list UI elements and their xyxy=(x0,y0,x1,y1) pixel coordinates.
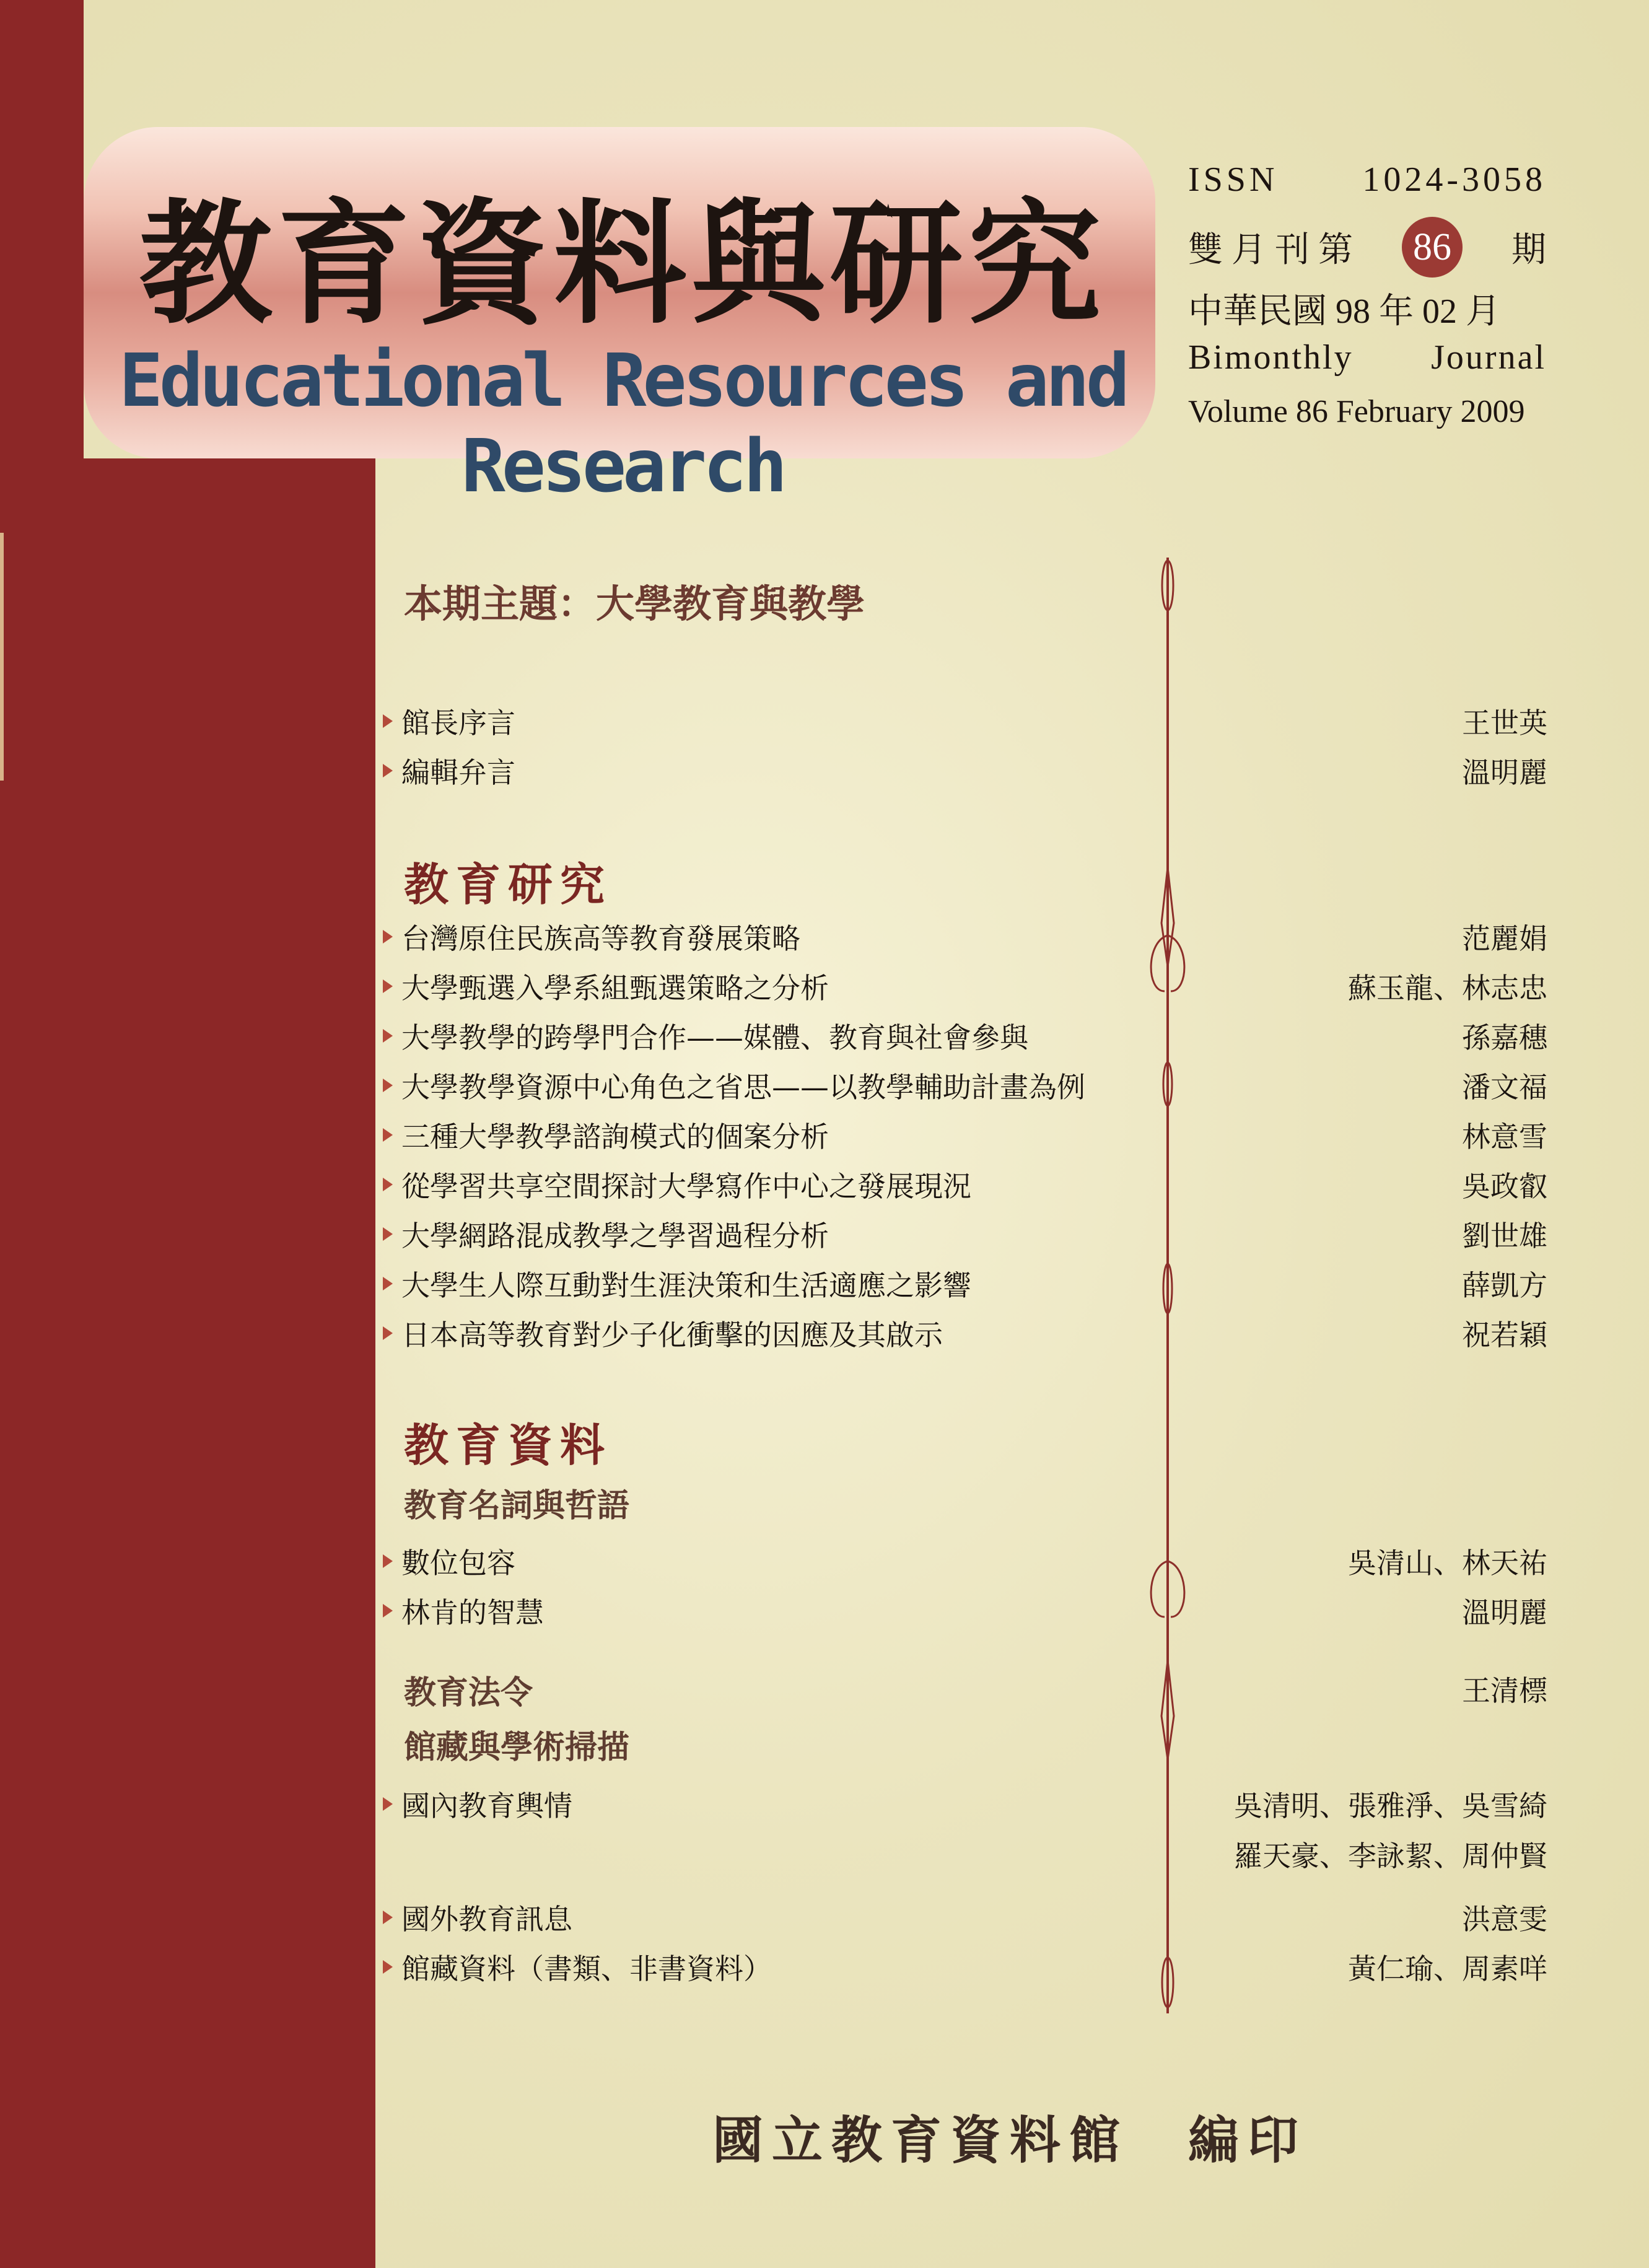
toc-author: 祝若穎 xyxy=(1462,1318,1547,1352)
toc-row xyxy=(383,1784,1547,1824)
toc-author: 吳政叡 xyxy=(1462,1170,1547,1203)
toc-row xyxy=(383,751,1547,790)
toc-author: 潘文福 xyxy=(1462,1071,1547,1104)
toc-author: 溫明麗 xyxy=(1462,1596,1547,1629)
toc-row xyxy=(383,1591,1547,1631)
masthead-title-english: Educational Resources and Research xyxy=(118,338,1127,509)
triangle-bullet-icon xyxy=(383,1079,393,1092)
law-heading: 教育法令 xyxy=(404,1675,533,1712)
toc-author: 薛凱方 xyxy=(1462,1269,1547,1302)
triangle-bullet-icon xyxy=(383,714,393,728)
triangle-bullet-icon xyxy=(383,1029,393,1043)
masthead-title-chinese: 教育資料與研究 xyxy=(139,185,1106,342)
toc-title: 從學習共享空間探討大學寫作中心之發展現況 xyxy=(401,1170,971,1203)
toc-title: 國外教育訊息 xyxy=(401,1902,572,1936)
resources-heading: 教育資料 xyxy=(404,1419,613,1471)
triangle-bullet-icon xyxy=(383,764,393,777)
toc-row xyxy=(383,701,1547,741)
triangle-bullet-icon xyxy=(383,1277,393,1290)
toc-row xyxy=(383,1214,1547,1254)
toc-title: 館長序言 xyxy=(401,706,515,740)
toc-author: 洪意雯 xyxy=(1462,1902,1547,1936)
triangle-bullet-icon xyxy=(383,1178,393,1191)
triangle-bullet-icon xyxy=(383,1797,393,1811)
issue-suffix: 期 xyxy=(1511,231,1546,269)
toc-row xyxy=(383,1264,1547,1303)
issn-label: ISSN xyxy=(1188,160,1279,199)
toc-title: 館藏資料（書類、非書資料） xyxy=(401,1952,772,1986)
toc-title: 國內教育輿情 xyxy=(401,1789,572,1823)
toc-title: 日本高等教育對少子化衝擊的因應及其啟示 xyxy=(401,1318,943,1352)
triangle-bullet-icon xyxy=(383,1604,393,1618)
terms-heading: 教育名詞與哲語 xyxy=(404,1487,630,1525)
issn-number: 1024-3058 xyxy=(1362,160,1546,199)
collection-heading: 館藏與學術掃描 xyxy=(404,1729,630,1766)
toc-title: 台灣原住民族高等教育發展策略 xyxy=(401,922,800,955)
toc-title: 大學生人際互動對生涯決策和生活適應之影響 xyxy=(401,1269,971,1302)
triangle-bullet-icon xyxy=(383,1227,393,1241)
toc-title: 林肯的智慧 xyxy=(401,1596,544,1629)
toc-author: 劉世雄 xyxy=(1462,1219,1547,1253)
issue-line xyxy=(1188,217,1546,278)
toc-row xyxy=(383,1541,1547,1581)
toc-author: 林意雪 xyxy=(1462,1120,1547,1154)
date-chinese: 中華民國 98 年 02 月 xyxy=(1188,292,1500,331)
toc-author: 吳清明、張雅淨、吳雪綺 xyxy=(1234,1789,1547,1823)
toc-row xyxy=(383,1898,1547,1937)
date-line xyxy=(1188,284,1546,333)
issue-number-badge: 86 xyxy=(1402,217,1463,278)
toc-row xyxy=(383,966,1547,1006)
toc-author: 吳清山、林天祐 xyxy=(1348,1546,1547,1580)
bimonthly-line xyxy=(1188,338,1546,377)
spine-notch xyxy=(0,533,4,781)
volume-line xyxy=(1188,393,1546,430)
toc-title: 三種大學教學諮詢模式的個案分析 xyxy=(401,1120,829,1154)
toc-title: 大學網路混成教學之學習過程分析 xyxy=(401,1219,829,1253)
toc-row xyxy=(383,917,1547,957)
triangle-bullet-icon xyxy=(383,1960,393,1974)
issue-theme: 本期主題：大學教育與教學 xyxy=(404,581,865,626)
triangle-bullet-icon xyxy=(383,1128,393,1142)
toc-author: 孫嘉穗 xyxy=(1462,1021,1547,1054)
spine-band-lower xyxy=(0,458,375,2268)
toc-row xyxy=(383,1947,1547,1987)
research-heading: 教育研究 xyxy=(404,858,613,911)
toc-author: 黃仁瑜、周素咩 xyxy=(1348,1952,1547,1986)
toc-author: 范麗娟 xyxy=(1462,922,1547,955)
issn-line xyxy=(1188,160,1546,199)
law-author: 王清標 xyxy=(1462,1674,1547,1707)
triangle-bullet-icon xyxy=(383,930,393,944)
triangle-bullet-icon xyxy=(383,1911,393,1924)
toc-title: 大學甄選入學系組甄選策略之分析 xyxy=(401,971,829,1005)
toc-row xyxy=(383,1115,1547,1155)
toc-title: 大學教學的跨學門合作——媒體、教育與社會參與 xyxy=(401,1021,1028,1054)
toc-row xyxy=(383,1165,1547,1204)
issue-prefix: 雙 月 刊 第 xyxy=(1188,231,1353,269)
toc-author: 王世英 xyxy=(1462,706,1547,740)
toc-row xyxy=(383,1016,1547,1056)
toc-title: 大學教學資源中心角色之省思——以教學輔助計畫為例 xyxy=(401,1071,1085,1104)
toc-title: 編輯弁言 xyxy=(401,756,515,789)
toc-author: 溫明麗 xyxy=(1462,756,1547,789)
bimonthly-word: Bimonthly xyxy=(1188,338,1354,377)
volume-text: Volume 86 February 2009 xyxy=(1188,394,1525,429)
triangle-bullet-icon xyxy=(383,1554,393,1568)
toc-title: 數位包容 xyxy=(401,1546,515,1580)
toc-author: 蘇玉龍、林志忠 xyxy=(1348,971,1547,1005)
toc-row xyxy=(383,1066,1547,1105)
publisher-line: 國立教育資料館 編印 xyxy=(712,2111,1307,2170)
triangle-bullet-icon xyxy=(383,1326,393,1340)
triangle-bullet-icon xyxy=(383,979,393,993)
toc-row xyxy=(383,1313,1547,1353)
toc-author-continued: 羅天豪、李詠絜、周仲賢 xyxy=(1234,1839,1547,1873)
journal-word: Journal xyxy=(1431,338,1546,377)
